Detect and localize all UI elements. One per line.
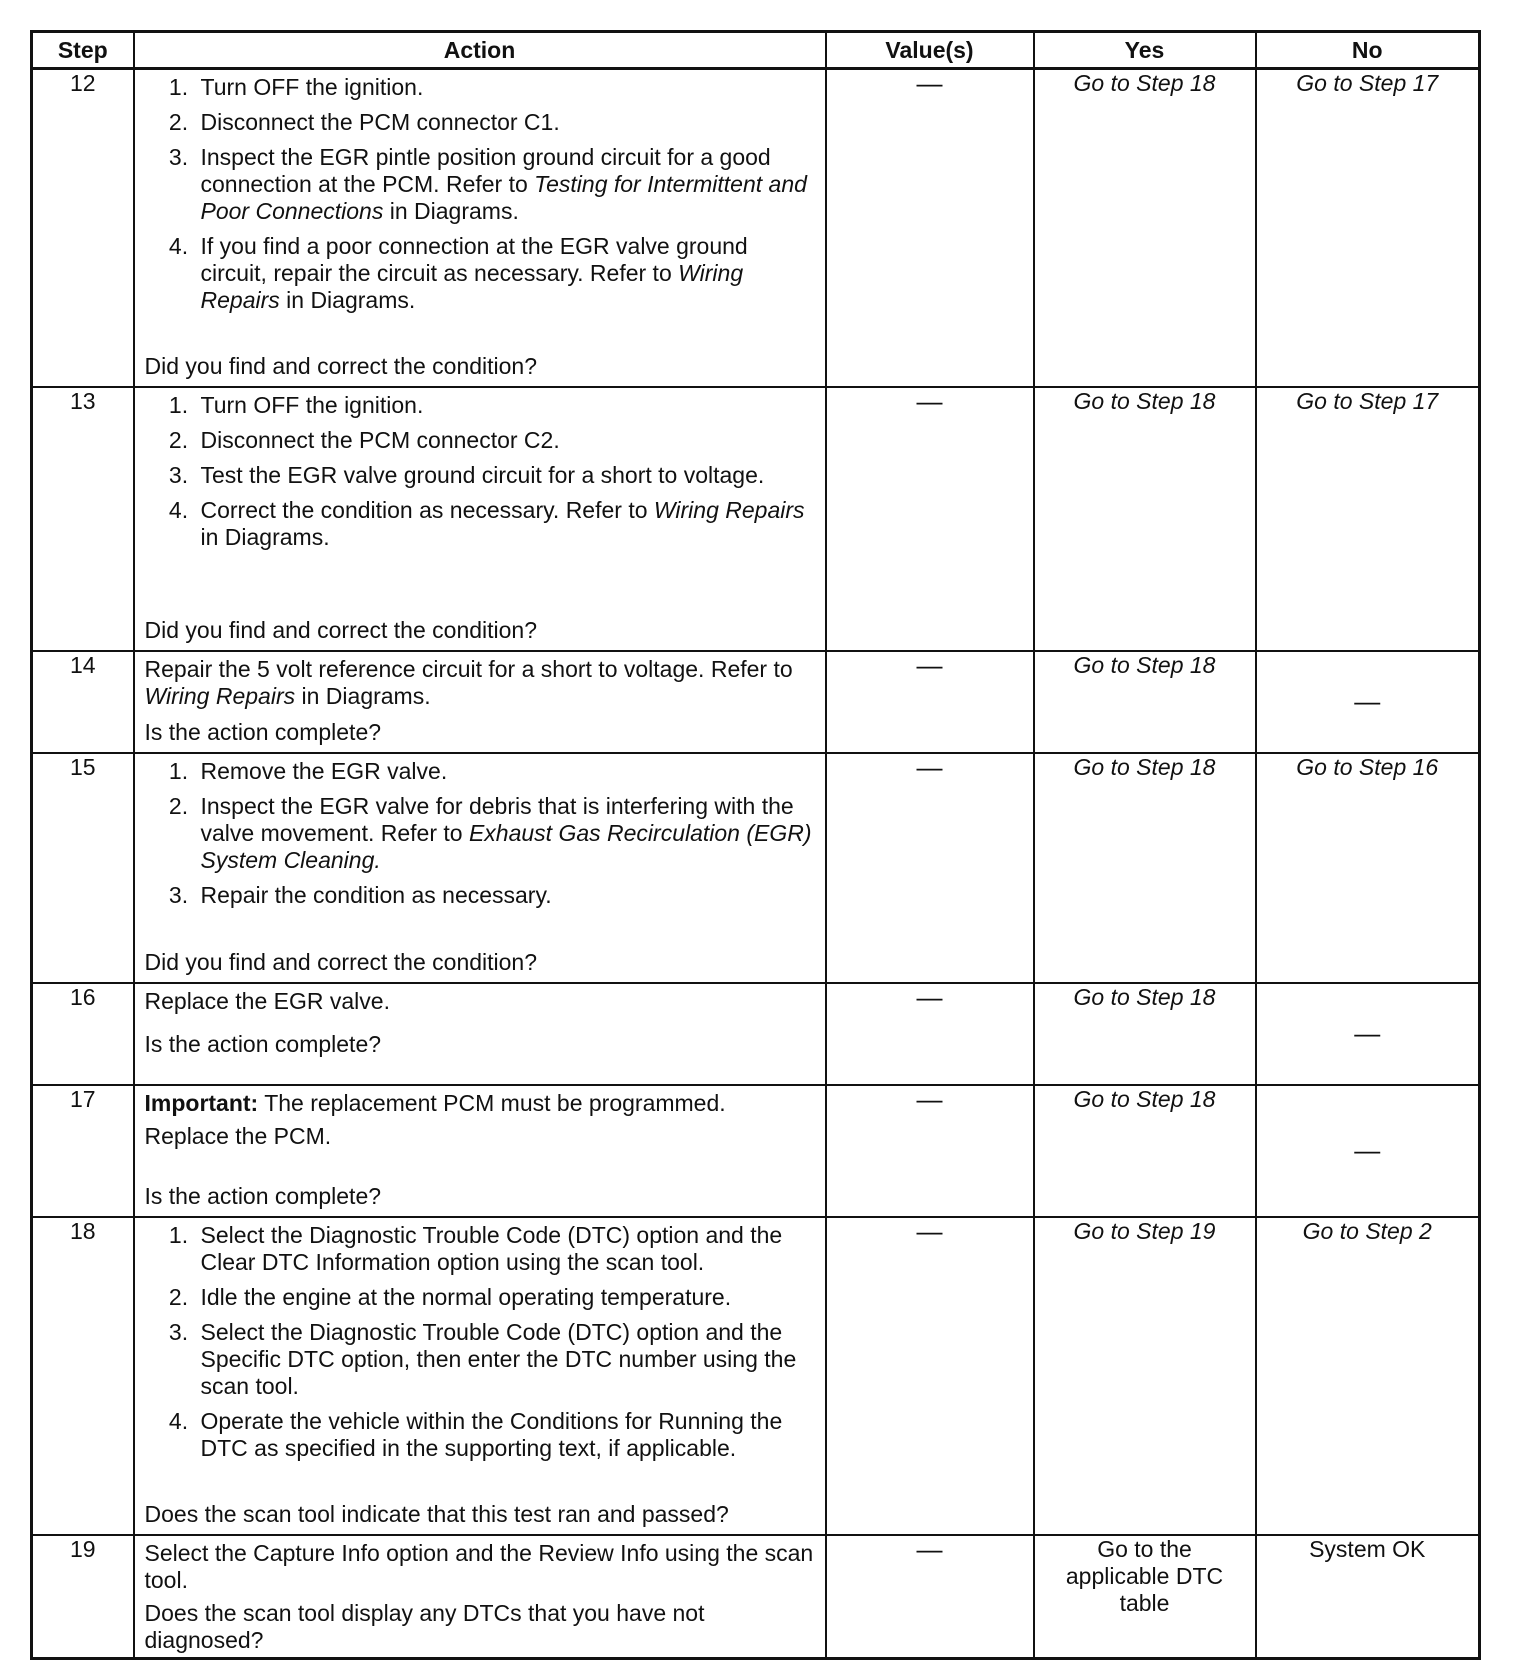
header-yes: Yes	[1034, 32, 1256, 69]
value-cell: —	[826, 983, 1034, 1085]
value-cell: —	[826, 651, 1034, 753]
no-cell: —	[1256, 983, 1480, 1085]
yes-cell: Go to Step 19	[1034, 1217, 1256, 1535]
no-cell: Go to Step 16	[1256, 753, 1480, 983]
action-cell	[134, 69, 826, 387]
value-cell: —	[826, 753, 1034, 983]
header-no: No	[1256, 32, 1480, 69]
item-text: If you find a poor connection at the EGR valve ground circuit, repair the circuit as necessary. Refer to	[200, 233, 748, 286]
no-cell: Go to Step 17	[1256, 387, 1480, 651]
action-cell	[134, 983, 826, 1085]
list-item: 3. Select the Diagnostic Trouble Code (DTC) option and the Specific DTC option, then enter the DTC number using the scan tool.	[195, 1319, 817, 1400]
no-cell: —	[1256, 1085, 1480, 1217]
question: Did you find and correct the condition?	[144, 353, 538, 379]
table-row-step-14	[32, 651, 1480, 753]
diagnostic-table	[30, 30, 1481, 1660]
list-item: 2. Idle the engine at the normal operating temperature.	[195, 1284, 817, 1311]
action-list	[145, 74, 817, 322]
header-action: Action	[134, 32, 826, 69]
step-number: 16	[32, 983, 134, 1085]
list-item	[195, 793, 817, 874]
list-item: 3. Test the EGR valve ground circuit for a short to voltage.	[195, 462, 817, 489]
list-item: 1. Select the Diagnostic Trouble Code (DTC) option and the Clear DTC Information option using the scan tool.	[195, 1222, 817, 1276]
question: Is the action complete?	[144, 1182, 382, 1209]
list-item	[195, 497, 817, 551]
value-cell: —	[826, 1535, 1034, 1659]
action-cell	[134, 753, 826, 983]
table-row-step-12	[32, 69, 1480, 387]
item-text: Inspect the EGR pintle position ground circuit for a good connection at the PCM. Refer to	[200, 144, 771, 197]
question: Does the scan tool display any DTCs that you have not diagnosed?	[144, 1599, 705, 1653]
step-number: 13	[32, 387, 134, 651]
item-text-suffix: in Diagrams.	[200, 523, 330, 550]
header-step: Step	[32, 32, 134, 69]
header-values: Value(s)	[826, 32, 1034, 69]
step-number: 18	[32, 1217, 134, 1535]
header-row	[32, 32, 1480, 69]
step-number: 12	[32, 69, 134, 387]
item-text-suffix: in Diagrams.	[295, 682, 431, 709]
no-cell: System OK	[1256, 1535, 1480, 1659]
table-row-step-15	[32, 753, 1480, 983]
item-text-suffix: in Diagrams.	[279, 287, 416, 313]
action-cell	[134, 651, 826, 753]
no-cell: Go to Step 2	[1256, 1217, 1480, 1535]
value-cell: —	[826, 1217, 1034, 1535]
yes-cell: Go to Step 18	[1034, 753, 1256, 983]
action-cell	[134, 1217, 826, 1535]
list-item: 1. Turn OFF the ignition.	[195, 392, 817, 419]
question: Is the action complete?	[144, 718, 382, 745]
action-text: Replace the EGR valve.	[144, 987, 390, 1014]
action-cell	[134, 1535, 826, 1659]
value-cell: —	[826, 387, 1034, 651]
table-row-step-17	[32, 1085, 1480, 1217]
list-item: 2. Disconnect the PCM connector C2.	[195, 427, 817, 454]
yes-cell: Go to Step 18	[1034, 387, 1256, 651]
action-cell	[134, 387, 826, 651]
list-item	[195, 233, 817, 314]
reference-link-text: Wiring Repairs	[144, 682, 296, 709]
table-row-step-13	[32, 387, 1480, 651]
important-note	[145, 1090, 817, 1117]
step-number: 15	[32, 753, 134, 983]
list-item: 4. Operate the vehicle within the Conditions for Running the DTC as specified in the supporting text, if applicable.	[195, 1408, 817, 1462]
action-text	[145, 656, 817, 710]
item-text: Repair the 5 volt reference circuit for a short to voltage. Refer to	[144, 655, 793, 682]
item-text: Correct the condition as necessary. Refer to	[200, 496, 654, 523]
yes-cell: Go to Step 18	[1034, 651, 1256, 753]
list-item: 3. Repair the condition as necessary.	[195, 882, 817, 909]
yes-cell: Go to the applicable DTC table	[1034, 1535, 1256, 1659]
action-list	[145, 758, 817, 917]
question: Did you find and correct the condition?	[144, 616, 538, 643]
question: Did you find and correct the condition?	[144, 948, 538, 975]
question: Does the scan tool indicate that this test ran and passed?	[144, 1500, 729, 1527]
action-list	[145, 392, 817, 559]
reference-link-text: Exhaust Gas Recirculation (EGR) System Cleaning.	[200, 819, 812, 873]
yes-cell: Go to Step 18	[1034, 69, 1256, 387]
value-cell: —	[826, 69, 1034, 387]
list-item	[195, 144, 817, 225]
reference-link-text: Testing for Intermittent and Poor Connections	[200, 171, 807, 224]
yes-cell: Go to Step 18	[1034, 983, 1256, 1085]
value-cell: —	[826, 1085, 1034, 1217]
action-list	[145, 1222, 817, 1470]
no-cell: Go to Step 17	[1256, 69, 1480, 387]
important-text: The replacement PCM must be programmed.	[258, 1089, 726, 1116]
table-row-step-19	[32, 1535, 1480, 1659]
question: Is the action complete?	[144, 1030, 382, 1057]
reference-link-text: Wiring Repairs	[200, 260, 744, 313]
action-text: Replace the PCM.	[144, 1122, 332, 1149]
list-item: 1. Remove the EGR valve.	[195, 758, 817, 785]
action-text: Select the Capture Info option and the Review Info using the scan tool.	[144, 1539, 814, 1593]
table-row-step-18	[32, 1217, 1480, 1535]
list-item: 2. Disconnect the PCM connector C1.	[195, 109, 817, 136]
reference-link-text: Wiring Repairs	[653, 496, 805, 523]
no-cell: —	[1256, 651, 1480, 753]
item-text-suffix: in Diagrams.	[383, 198, 519, 224]
item-text: Inspect the EGR valve for debris that is interfering with the valve movement. Refer to	[200, 792, 794, 846]
list-item: 1. Turn OFF the ignition.	[195, 74, 817, 101]
step-number: 19	[32, 1535, 134, 1659]
action-cell	[134, 1085, 826, 1217]
table-row-step-16	[32, 983, 1480, 1085]
step-number: 14	[32, 651, 134, 753]
yes-cell: Go to Step 18	[1034, 1085, 1256, 1217]
important-label: Important:	[144, 1089, 259, 1116]
step-number: 17	[32, 1085, 134, 1217]
